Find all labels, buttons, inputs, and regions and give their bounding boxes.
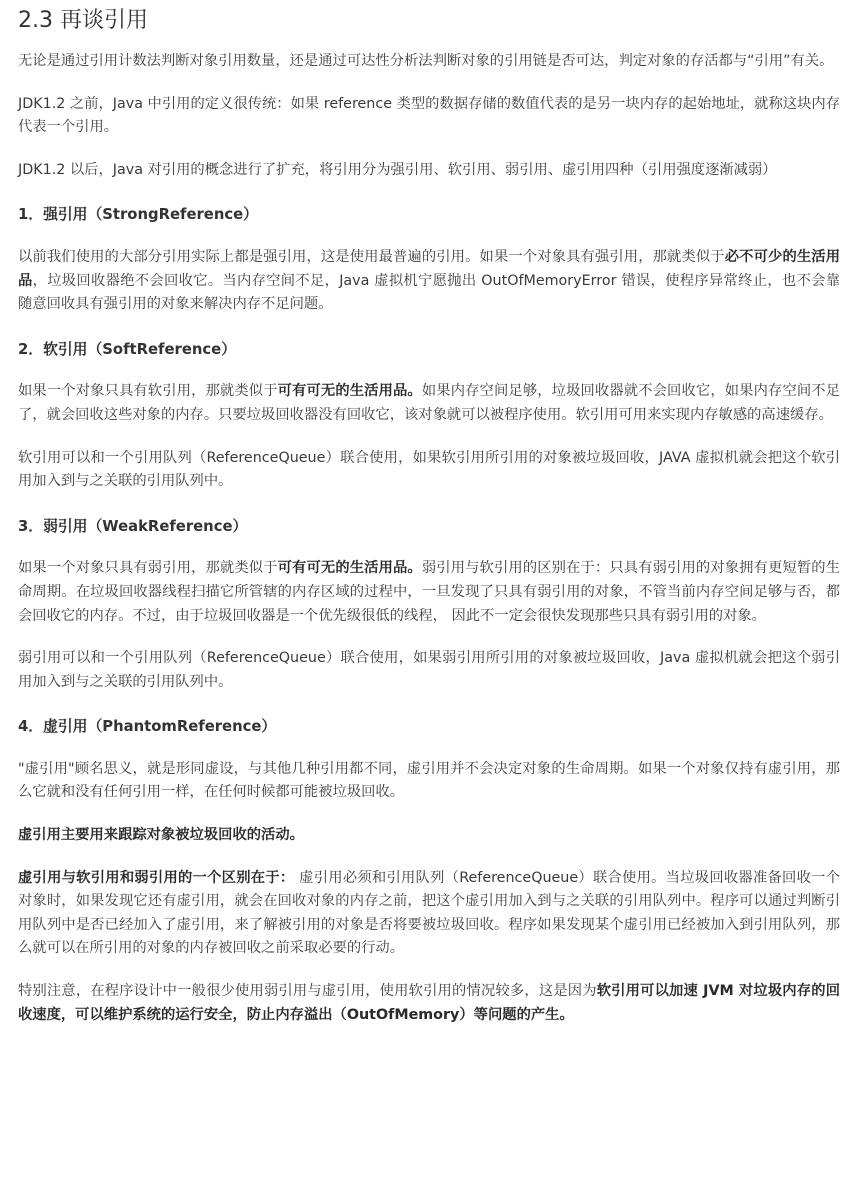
weak-reference-emphasis: 可有可无的生活用品。 (277, 560, 422, 577)
weak-reference-paragraph-1 (18, 557, 840, 628)
section-title: 2.3 再谈引用 (18, 8, 148, 33)
heading-weak-reference: 3．弱引用（WeakReference） (18, 517, 248, 535)
strong-reference-text-2: ，垃圾回收器绝不会回收它。当内存空间不足，Java 虚拟机宁愿抛出 OutOfMemoryError 错误，使程序异常终止，也不会靠随意回收具有强引用的对象来解决内存不足问题。 (18, 272, 841, 313)
soft-reference-emphasis: 可有可无的生活用品。 (277, 383, 422, 400)
weak-reference-text-1: 如果一个对象只具有弱引用，那就类似于 (18, 560, 278, 577)
heading-soft-reference: 2．软引用（SoftReference） (18, 340, 236, 358)
strong-reference-emphasis: 必不可少的生活用品 (18, 248, 841, 289)
phantom-reference-emphasis: 虚引用与软引用和弱引用的一个区别在于： (18, 869, 295, 886)
soft-reference-text-2: 如果内存空间足够，垃圾回收器就不会回收它，如果内存空间不足了，就会回收这些对象的内存。只要垃圾回收器没有回收它，该对象就可以被程序使用。软引用可用来实现内存敏感的高速缓存。 (18, 383, 841, 423)
soft-reference-text-1: 如果一个对象只具有软引用，那就类似于 (18, 383, 278, 400)
heading-strong-reference: 1．强引用（StrongReference） (18, 206, 258, 224)
phantom-reference-text: 虚引用必须和引用队列（ReferenceQueue）联合使用。当垃圾回收器准备回收一个对象时，如果发现它还有虚引用，就会在回收对象的内存之前，把这个虚引用加入到与之关联的引用队列中。程序可以通过判断引用队列中是否已经加入了虚引用，来了解被引用的对象是否将要被垃圾回收。程序如果发现某个虚引用已经被加入到引用队列，那么就可以在所引用的对象的内存被回收之前采取必要的行动。 (18, 869, 840, 957)
special-note-paragraph (18, 980, 840, 1027)
strong-reference-paragraph (18, 246, 840, 317)
intro-paragraph-3: JDK1.2 以后，Java 对引用的概念进行了扩充，将引用分为强引用、软引用、弱引用、虚引用四种（引用强度逐渐减弱） (18, 161, 777, 178)
heading-phantom-reference: 4．虚引用（PhantomReference） (18, 718, 277, 736)
article (18, 0, 840, 1027)
special-note-emphasis: 软引用可以加速 JVM 对垃圾内存的回收速度，可以维护系统的运行安全，防止内存溢出（OutOfMemory）等问题的产生。 (18, 983, 840, 1023)
phantom-reference-paragraph-1: "虚引用"顾名思义，就是形同虚设，与其他几种引用都不同，虚引用并不会决定对象的生命周期。如果一个对象仅持有虚引用，那么它就和没有任何引用一样，在任何时候都可能被垃圾回收。 (18, 760, 840, 801)
special-note-text: 特别注意，在程序设计中一般很少使用弱引用与虚引用，使用软引用的情况较多，这是因为 (18, 983, 597, 1000)
intro-paragraph-2: JDK1.2 之前，Java 中引用的定义很传统：如果 reference 类型的数据存储的数值代表的是另一块内存的起始地址，就称这块内存代表一个引用。 (18, 95, 840, 136)
soft-reference-paragraph-2: 软引用可以和一个引用队列（ReferenceQueue）联合使用，如果软引用所引用的对象被垃圾回收，JAVA 虚拟机就会把这个软引用加入到与之关联的引用队列中。 (18, 449, 840, 490)
phantom-reference-paragraph-2: 虚引用主要用来跟踪对象被垃圾回收的活动。 (18, 827, 304, 844)
weak-reference-text-2: 弱引用与软引用的区别在于：只具有弱引用的对象拥有更短暂的生命周期。在垃圾回收器线程扫描它所管辖的内存区域的过程中，一旦发现了只具有弱引用的对象，不管当前内存空间足够与否，都会回收它的内存。不过，由于垃圾回收器是一个优先级很低的线程， 因此不一定会很快发现那些只具有弱引用的对象。 (18, 560, 841, 624)
soft-reference-paragraph-1 (18, 380, 840, 427)
intro-paragraph-1: 无论是通过引用计数法判断对象引用数量，还是通过可达性分析法判断对象的引用链是否可达，判定对象的存活都与“引用”有关。 (18, 53, 834, 69)
phantom-reference-paragraph-3 (18, 867, 840, 961)
strong-reference-text-1: 以前我们使用的大部分引用实际上都是强引用，这是使用最普遍的引用。如果一个对象具有强引用，那就类似于 (18, 248, 725, 265)
weak-reference-paragraph-2: 弱引用可以和一个引用队列（ReferenceQueue）联合使用，如果弱引用所引用的对象被垃圾回收，Java 虚拟机就会把这个弱引用加入到与之关联的引用队列中。 (18, 650, 840, 690)
